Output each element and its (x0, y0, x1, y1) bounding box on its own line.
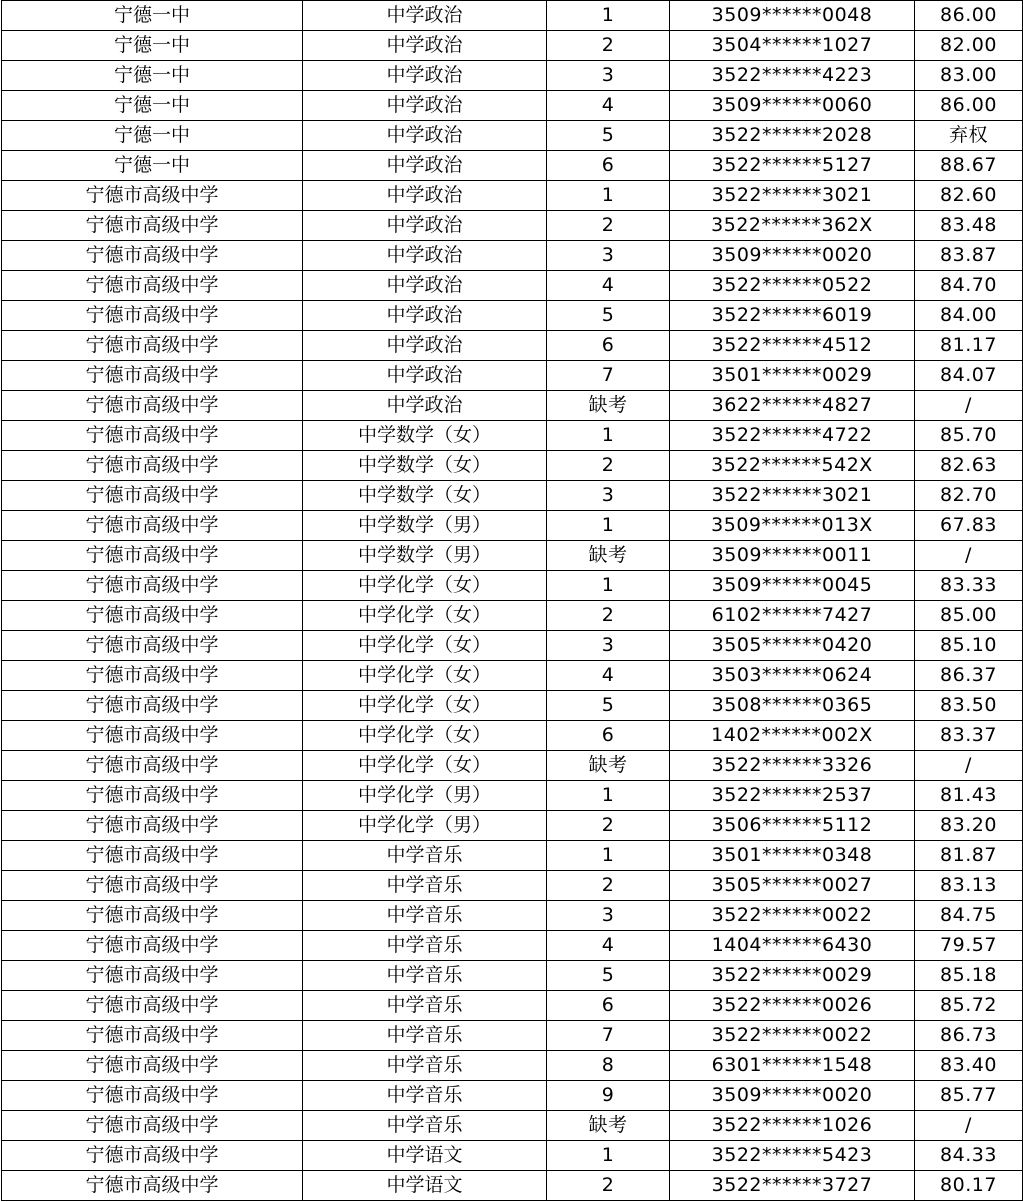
id-number-cell: 3522******542X (670, 451, 915, 481)
subject-cell: 中学化学（男） (303, 781, 547, 811)
rank-cell: 2 (547, 601, 670, 631)
school-cell: 宁德市高级中学 (2, 331, 303, 361)
score-cell: 82.60 (915, 181, 1023, 211)
score-cell: 84.75 (915, 901, 1023, 931)
subject-cell: 中学语文 (303, 1141, 547, 1171)
rank-cell: 4 (547, 661, 670, 691)
school-cell: 宁德市高级中学 (2, 391, 303, 421)
table-row (2, 991, 1023, 1021)
rank-cell: 4 (547, 271, 670, 301)
rank-cell: 3 (547, 901, 670, 931)
rank-cell: 7 (547, 1021, 670, 1051)
subject-cell: 中学化学（女） (303, 751, 547, 781)
school-cell: 宁德市高级中学 (2, 721, 303, 751)
subject-cell: 中学化学（女） (303, 661, 547, 691)
subject-cell: 中学音乐 (303, 1021, 547, 1051)
id-number-cell: 3504******1027 (670, 31, 915, 61)
school-cell: 宁德市高级中学 (2, 871, 303, 901)
id-number-cell: 3522******4722 (670, 421, 915, 451)
school-cell: 宁德市高级中学 (2, 211, 303, 241)
score-cell: 80.17 (915, 1171, 1023, 1201)
id-number-cell: 3505******0027 (670, 871, 915, 901)
rank-cell: 5 (547, 691, 670, 721)
school-cell: 宁德市高级中学 (2, 511, 303, 541)
table-row (2, 1141, 1023, 1171)
table-row (2, 1, 1023, 31)
school-cell: 宁德一中 (2, 1, 303, 31)
score-cell: 83.37 (915, 721, 1023, 751)
id-number-cell: 3522******0026 (670, 991, 915, 1021)
subject-cell: 中学政治 (303, 241, 547, 271)
rank-cell: 缺考 (547, 391, 670, 421)
school-cell: 宁德市高级中学 (2, 841, 303, 871)
rank-cell: 2 (547, 451, 670, 481)
school-cell: 宁德市高级中学 (2, 811, 303, 841)
school-cell: 宁德市高级中学 (2, 481, 303, 511)
subject-cell: 中学音乐 (303, 1081, 547, 1111)
table-row (2, 421, 1023, 451)
table-row (2, 691, 1023, 721)
rank-cell: 1 (547, 1, 670, 31)
school-cell: 宁德市高级中学 (2, 541, 303, 571)
rank-cell: 缺考 (547, 541, 670, 571)
table-row (2, 661, 1023, 691)
id-number-cell: 3509******0020 (670, 1081, 915, 1111)
school-cell: 宁德市高级中学 (2, 961, 303, 991)
school-cell: 宁德市高级中学 (2, 1021, 303, 1051)
score-cell: 88.67 (915, 151, 1023, 181)
subject-cell: 中学音乐 (303, 931, 547, 961)
id-number-cell: 1404******6430 (670, 931, 915, 961)
table-row (2, 91, 1023, 121)
rank-cell: 1 (547, 421, 670, 451)
id-number-cell: 3622******4827 (670, 391, 915, 421)
id-number-cell: 3509******0060 (670, 91, 915, 121)
rank-cell: 9 (547, 1081, 670, 1111)
id-number-cell: 3522******0022 (670, 1021, 915, 1051)
table-row (2, 331, 1023, 361)
school-cell: 宁德一中 (2, 91, 303, 121)
subject-cell: 中学音乐 (303, 1111, 547, 1141)
school-cell: 宁德一中 (2, 31, 303, 61)
score-cell: 83.50 (915, 691, 1023, 721)
table-row (2, 1111, 1023, 1141)
score-cell: 82.70 (915, 481, 1023, 511)
subject-cell: 中学数学（女） (303, 451, 547, 481)
table-row (2, 901, 1023, 931)
rank-cell: 6 (547, 331, 670, 361)
id-number-cell: 3509******0020 (670, 241, 915, 271)
score-cell: / (915, 391, 1023, 421)
rank-cell: 缺考 (547, 1111, 670, 1141)
score-cell: 84.33 (915, 1141, 1023, 1171)
table-row (2, 181, 1023, 211)
rank-cell: 6 (547, 151, 670, 181)
id-number-cell: 6301******1548 (670, 1051, 915, 1081)
id-number-cell: 3522******0022 (670, 901, 915, 931)
rank-cell: 3 (547, 241, 670, 271)
subject-cell: 中学数学（男） (303, 511, 547, 541)
score-cell: 85.77 (915, 1081, 1023, 1111)
rank-cell: 3 (547, 61, 670, 91)
rank-cell: 1 (547, 181, 670, 211)
table-row (2, 571, 1023, 601)
table-row (2, 391, 1023, 421)
subject-cell: 中学音乐 (303, 841, 547, 871)
id-number-cell: 3522******5127 (670, 151, 915, 181)
table-row (2, 271, 1023, 301)
id-number-cell: 3508******0365 (670, 691, 915, 721)
table-row (2, 601, 1023, 631)
subject-cell: 中学化学（女） (303, 631, 547, 661)
table-row (2, 1051, 1023, 1081)
table-row (2, 31, 1023, 61)
rank-cell: 1 (547, 1141, 670, 1171)
rank-cell: 2 (547, 871, 670, 901)
subject-cell: 中学政治 (303, 211, 547, 241)
table-row (2, 781, 1023, 811)
id-number-cell: 3522******4223 (670, 61, 915, 91)
score-cell: 82.63 (915, 451, 1023, 481)
rank-cell: 2 (547, 1171, 670, 1201)
table-row (2, 751, 1023, 781)
subject-cell: 中学音乐 (303, 991, 547, 1021)
rank-cell: 3 (547, 631, 670, 661)
subject-cell: 中学政治 (303, 1, 547, 31)
subject-cell: 中学音乐 (303, 871, 547, 901)
school-cell: 宁德市高级中学 (2, 451, 303, 481)
table-row (2, 721, 1023, 751)
score-cell: 86.73 (915, 1021, 1023, 1051)
table-row (2, 451, 1023, 481)
school-cell: 宁德市高级中学 (2, 1111, 303, 1141)
id-number-cell: 3522******3021 (670, 181, 915, 211)
score-cell: 83.87 (915, 241, 1023, 271)
subject-cell: 中学化学（女） (303, 721, 547, 751)
rank-cell: 4 (547, 931, 670, 961)
score-cell: 83.00 (915, 61, 1023, 91)
subject-cell: 中学政治 (303, 271, 547, 301)
id-number-cell: 3522******0522 (670, 271, 915, 301)
school-cell: 宁德市高级中学 (2, 361, 303, 391)
score-cell: 83.33 (915, 571, 1023, 601)
table-row (2, 511, 1023, 541)
school-cell: 宁德一中 (2, 121, 303, 151)
rank-cell: 2 (547, 31, 670, 61)
id-number-cell: 3522******2028 (670, 121, 915, 151)
school-cell: 宁德市高级中学 (2, 1081, 303, 1111)
rank-cell: 1 (547, 841, 670, 871)
table-row (2, 1021, 1023, 1051)
table-row (2, 361, 1023, 391)
school-cell: 宁德市高级中学 (2, 691, 303, 721)
subject-cell: 中学政治 (303, 91, 547, 121)
table-row (2, 121, 1023, 151)
school-cell: 宁德市高级中学 (2, 1171, 303, 1201)
score-cell: 85.00 (915, 601, 1023, 631)
id-number-cell: 3522******1026 (670, 1111, 915, 1141)
table-row (2, 151, 1023, 181)
subject-cell: 中学音乐 (303, 901, 547, 931)
subject-cell: 中学政治 (303, 331, 547, 361)
id-number-cell: 3501******0029 (670, 361, 915, 391)
score-cell: / (915, 1111, 1023, 1141)
id-number-cell: 3522******2537 (670, 781, 915, 811)
subject-cell: 中学化学（女） (303, 691, 547, 721)
score-cell: 86.37 (915, 661, 1023, 691)
rank-cell: 7 (547, 361, 670, 391)
score-cell: 85.10 (915, 631, 1023, 661)
rank-cell: 1 (547, 781, 670, 811)
school-cell: 宁德市高级中学 (2, 181, 303, 211)
subject-cell: 中学音乐 (303, 1051, 547, 1081)
rank-cell: 4 (547, 91, 670, 121)
id-number-cell: 1402******002X (670, 721, 915, 751)
subject-cell: 中学政治 (303, 361, 547, 391)
subject-cell: 中学政治 (303, 61, 547, 91)
id-number-cell: 3522******0029 (670, 961, 915, 991)
score-cell: / (915, 751, 1023, 781)
rank-cell: 1 (547, 511, 670, 541)
school-cell: 宁德市高级中学 (2, 781, 303, 811)
score-cell: 弃权 (915, 121, 1023, 151)
score-cell: 82.00 (915, 31, 1023, 61)
school-cell: 宁德市高级中学 (2, 901, 303, 931)
rank-cell: 5 (547, 301, 670, 331)
score-cell: 81.43 (915, 781, 1023, 811)
school-cell: 宁德市高级中学 (2, 271, 303, 301)
rank-cell: 2 (547, 211, 670, 241)
id-number-cell: 3522******3727 (670, 1171, 915, 1201)
table-row (2, 541, 1023, 571)
subject-cell: 中学政治 (303, 391, 547, 421)
table-row (2, 1171, 1023, 1201)
score-cell: 83.48 (915, 211, 1023, 241)
school-cell: 宁德市高级中学 (2, 1141, 303, 1171)
subject-cell: 中学政治 (303, 121, 547, 151)
school-cell: 宁德市高级中学 (2, 241, 303, 271)
id-number-cell: 3522******4512 (670, 331, 915, 361)
id-number-cell: 3509******0045 (670, 571, 915, 601)
school-cell: 宁德市高级中学 (2, 991, 303, 1021)
school-cell: 宁德一中 (2, 61, 303, 91)
id-number-cell: 3505******0420 (670, 631, 915, 661)
rank-cell: 5 (547, 961, 670, 991)
score-cell: 83.40 (915, 1051, 1023, 1081)
rank-cell: 8 (547, 1051, 670, 1081)
table-row (2, 871, 1023, 901)
score-cell: 84.70 (915, 271, 1023, 301)
table-row (2, 61, 1023, 91)
id-number-cell: 3522******3326 (670, 751, 915, 781)
score-cell: 85.18 (915, 961, 1023, 991)
score-cell: 79.57 (915, 931, 1023, 961)
score-cell: 85.72 (915, 991, 1023, 1021)
school-cell: 宁德市高级中学 (2, 421, 303, 451)
rank-cell: 1 (547, 571, 670, 601)
id-number-cell: 6102******7427 (670, 601, 915, 631)
score-cell: / (915, 541, 1023, 571)
id-number-cell: 3501******0348 (670, 841, 915, 871)
rank-cell: 2 (547, 811, 670, 841)
subject-cell: 中学音乐 (303, 961, 547, 991)
school-cell: 宁德市高级中学 (2, 931, 303, 961)
score-cell: 81.17 (915, 331, 1023, 361)
table-row (2, 961, 1023, 991)
id-number-cell: 3509******013X (670, 511, 915, 541)
school-cell: 宁德一中 (2, 151, 303, 181)
subject-cell: 中学语文 (303, 1171, 547, 1201)
school-cell: 宁德市高级中学 (2, 301, 303, 331)
subject-cell: 中学政治 (303, 151, 547, 181)
rank-cell: 缺考 (547, 751, 670, 781)
table-row (2, 241, 1023, 271)
score-table-body (2, 1, 1023, 1201)
school-cell: 宁德市高级中学 (2, 661, 303, 691)
table-row (2, 841, 1023, 871)
subject-cell: 中学数学（女） (303, 421, 547, 451)
score-cell: 85.70 (915, 421, 1023, 451)
id-number-cell: 3522******362X (670, 211, 915, 241)
score-cell: 81.87 (915, 841, 1023, 871)
table-row (2, 211, 1023, 241)
subject-cell: 中学政治 (303, 31, 547, 61)
subject-cell: 中学化学（男） (303, 811, 547, 841)
subject-cell: 中学数学（男） (303, 541, 547, 571)
table-row (2, 1081, 1023, 1111)
score-cell: 86.00 (915, 91, 1023, 121)
score-cell: 83.13 (915, 871, 1023, 901)
id-number-cell: 3509******0048 (670, 1, 915, 31)
rank-cell: 6 (547, 991, 670, 1021)
table-row (2, 811, 1023, 841)
score-cell: 67.83 (915, 511, 1023, 541)
score-cell: 84.07 (915, 361, 1023, 391)
school-cell: 宁德市高级中学 (2, 751, 303, 781)
school-cell: 宁德市高级中学 (2, 631, 303, 661)
rank-cell: 6 (547, 721, 670, 751)
school-cell: 宁德市高级中学 (2, 601, 303, 631)
table-row (2, 481, 1023, 511)
school-cell: 宁德市高级中学 (2, 1051, 303, 1081)
score-cell: 84.00 (915, 301, 1023, 331)
subject-cell: 中学化学（女） (303, 571, 547, 601)
score-table (1, 0, 1023, 1201)
rank-cell: 3 (547, 481, 670, 511)
table-row (2, 301, 1023, 331)
score-cell: 86.00 (915, 1, 1023, 31)
score-cell: 83.20 (915, 811, 1023, 841)
table-row (2, 631, 1023, 661)
id-number-cell: 3503******0624 (670, 661, 915, 691)
id-number-cell: 3506******5112 (670, 811, 915, 841)
table-row (2, 931, 1023, 961)
subject-cell: 中学政治 (303, 301, 547, 331)
id-number-cell: 3522******5423 (670, 1141, 915, 1171)
id-number-cell: 3509******0011 (670, 541, 915, 571)
id-number-cell: 3522******3021 (670, 481, 915, 511)
subject-cell: 中学数学（女） (303, 481, 547, 511)
rank-cell: 5 (547, 121, 670, 151)
subject-cell: 中学政治 (303, 181, 547, 211)
subject-cell: 中学化学（女） (303, 601, 547, 631)
id-number-cell: 3522******6019 (670, 301, 915, 331)
school-cell: 宁德市高级中学 (2, 571, 303, 601)
